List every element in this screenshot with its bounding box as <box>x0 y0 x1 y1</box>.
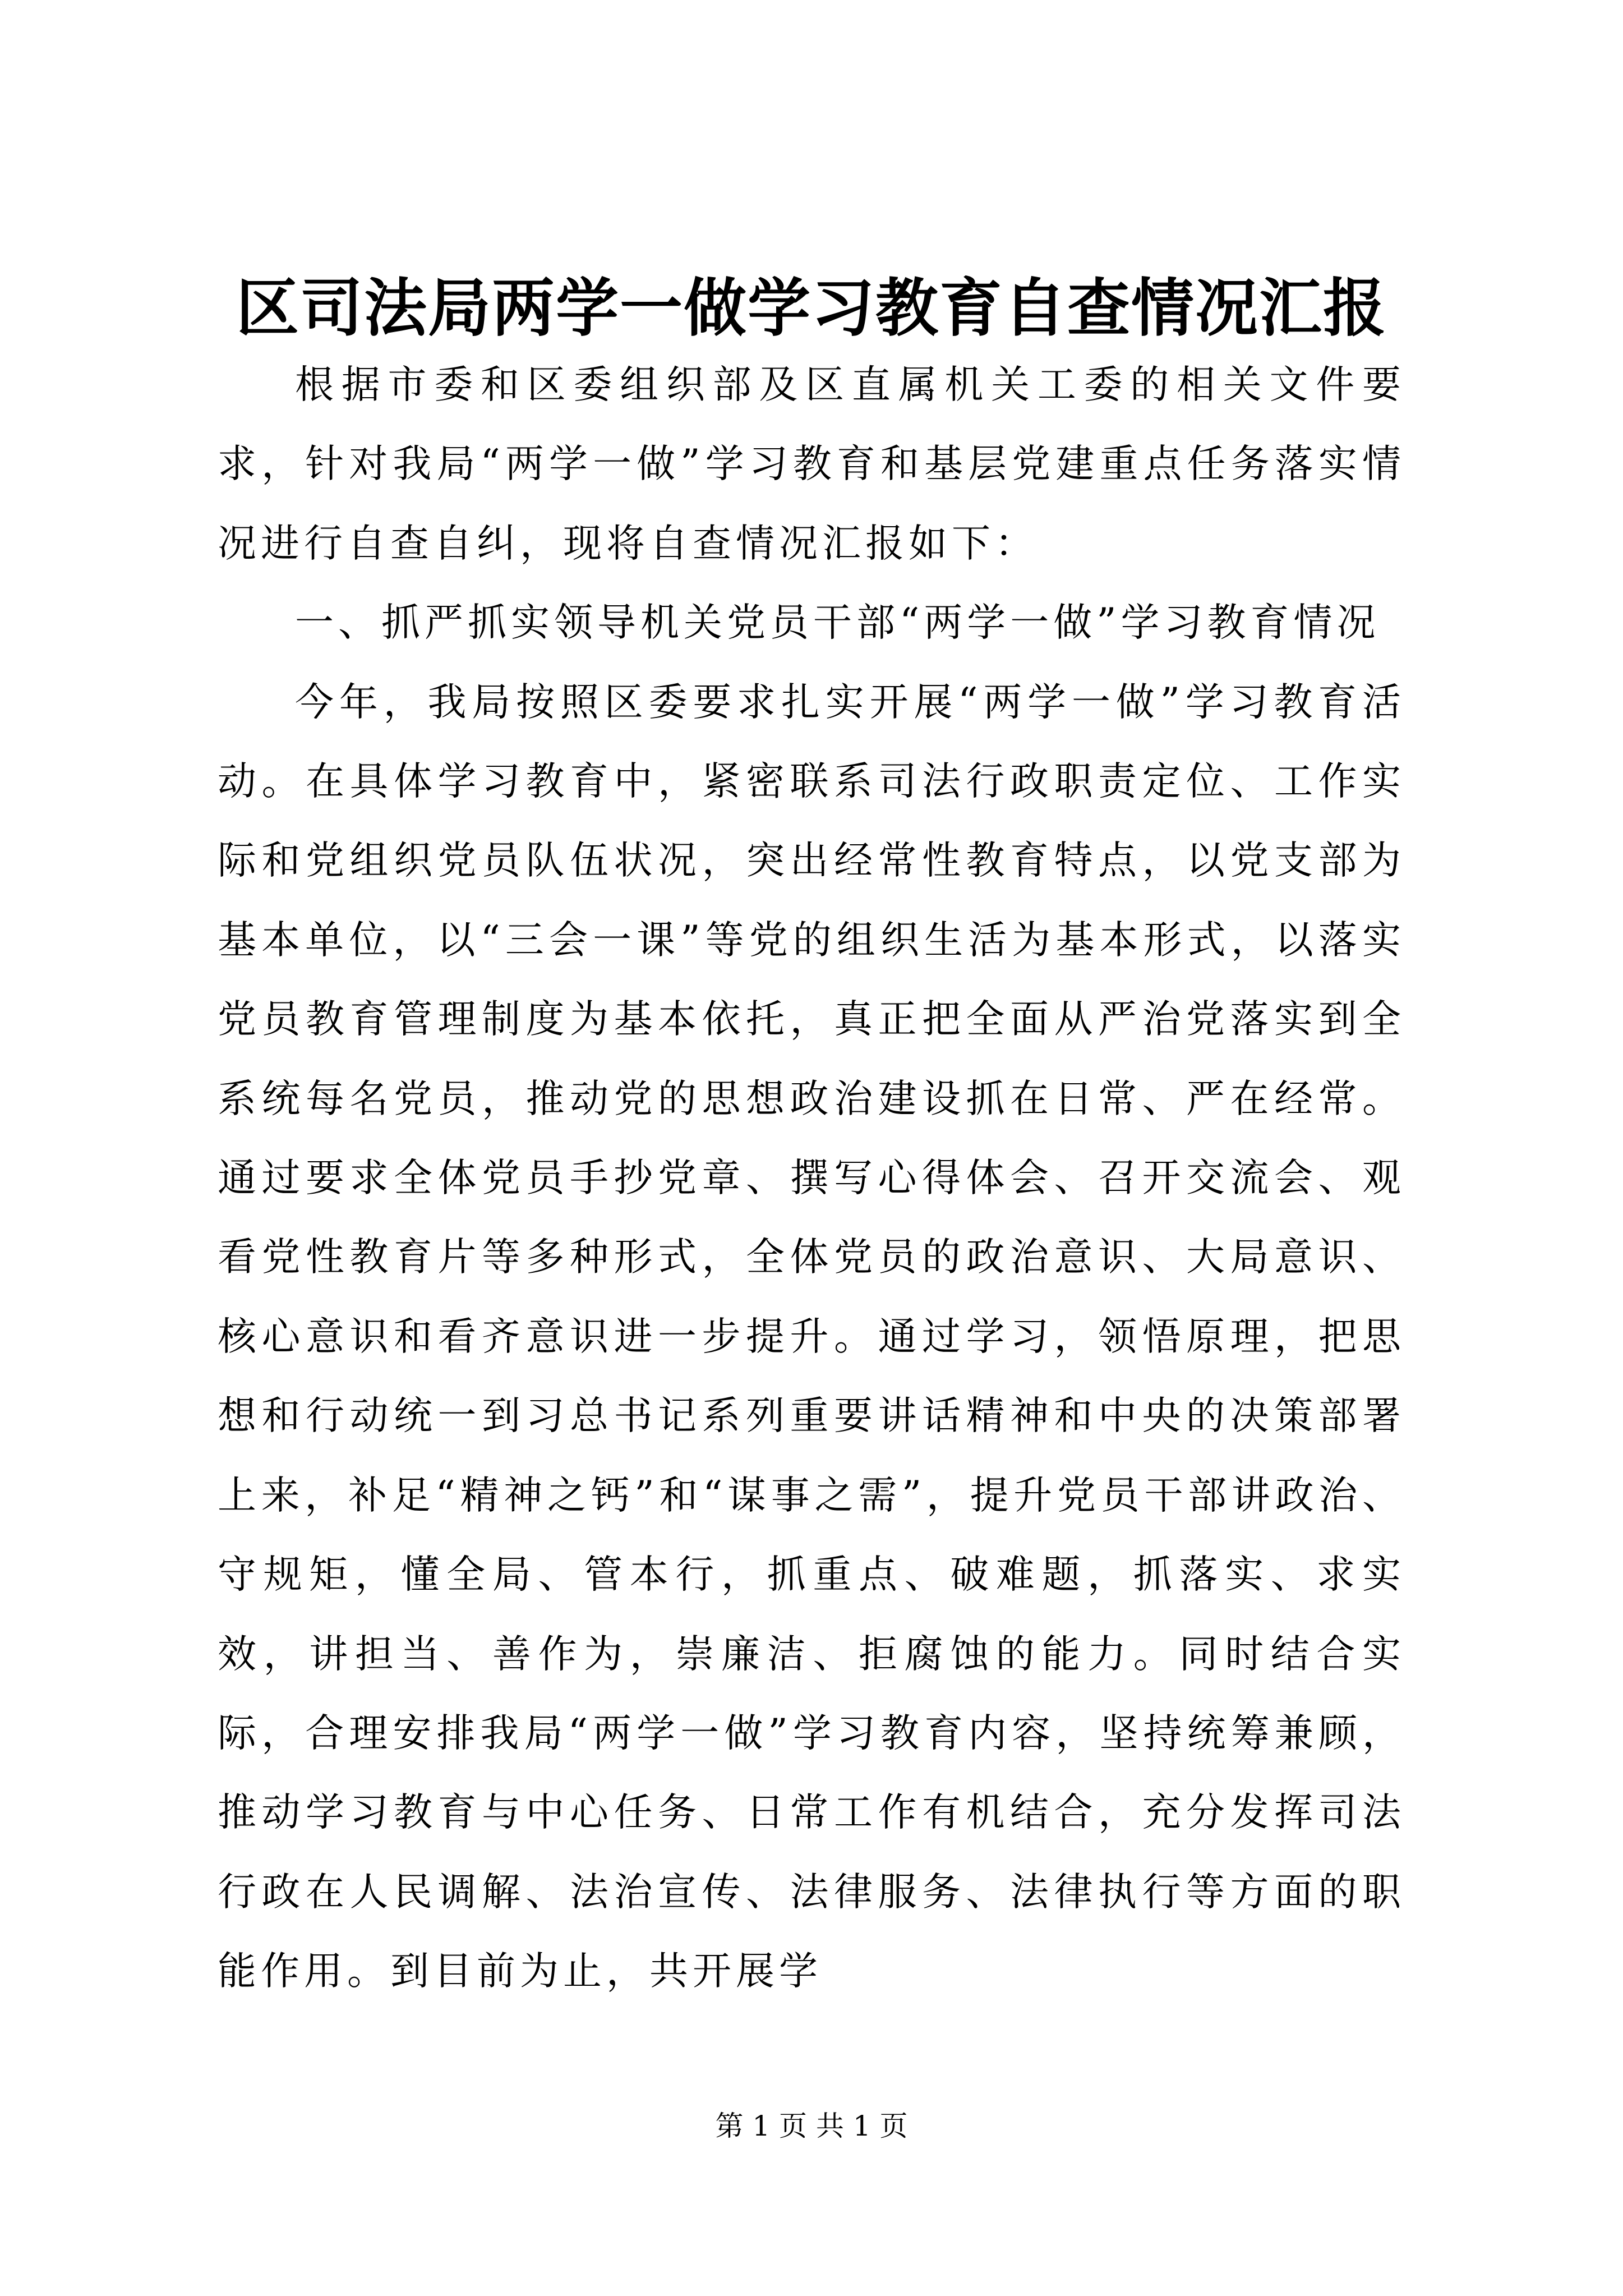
paragraph-section-1: 今年，我局按照区委要求扎实开展“两学一做”学习教育活动。在具体学习教育中，紧密联系司法行政职责定位、工作实际和党组织党员队伍状况，突出经常性教育特点，以党支部为基本单位，以“三会一课”等党的组织生活为基本形式，以落实党员教育管理制度为基本依托，真正把全面从严治党落实到全系统每名党员，推动党的思想政治建设抓在日常、严在经常。通过要求全体党员手抄党章、撰写心得体会、召开交流会、观看党性教育片等多种形式，全体党员的政治意识、大局意识、核心意识和看齐意识进一步提升。通过学习，领悟原理，把思想和行动统一到习总书记系列重要讲话精神和中央的决策部署上来，补足“精神之钙”和“谋事之需”，提升党员干部讲政治、守规矩，懂全局、管本行，抓重点、破难题，抓落实、求实效，讲担当、善作为，崇廉洁、拒腐蚀的能力。同时结合实际，合理安排我局“两学一做”学习教育内容，坚持统筹兼顾，推动学习教育与中心任务、日常工作有机结合，充分发挥司法行政在人民调解、法治宣传、法律服务、法律执行等方面的职能作用。到目前为止，共开展学 <box>218 679 1405 1994</box>
section-heading-1: 一、抓严抓实领导机关党员干部“两学一做”学习教育情况 <box>295 600 1380 646</box>
page-footer: 第 1 页 共 1 页 <box>715 2110 908 2142</box>
document-title: 区司法局两学一做学习教育自查情况汇报 <box>236 272 1387 345</box>
paragraph-intro: 根据市委和区委组织部及区直属机关工委的相关文件要求，针对我局“两学一做”学习教育和基层党建重点任务落实情况进行自查自纠，现将自查情况汇报如下： <box>218 362 1405 566</box>
document-body <box>218 346 1405 2012</box>
